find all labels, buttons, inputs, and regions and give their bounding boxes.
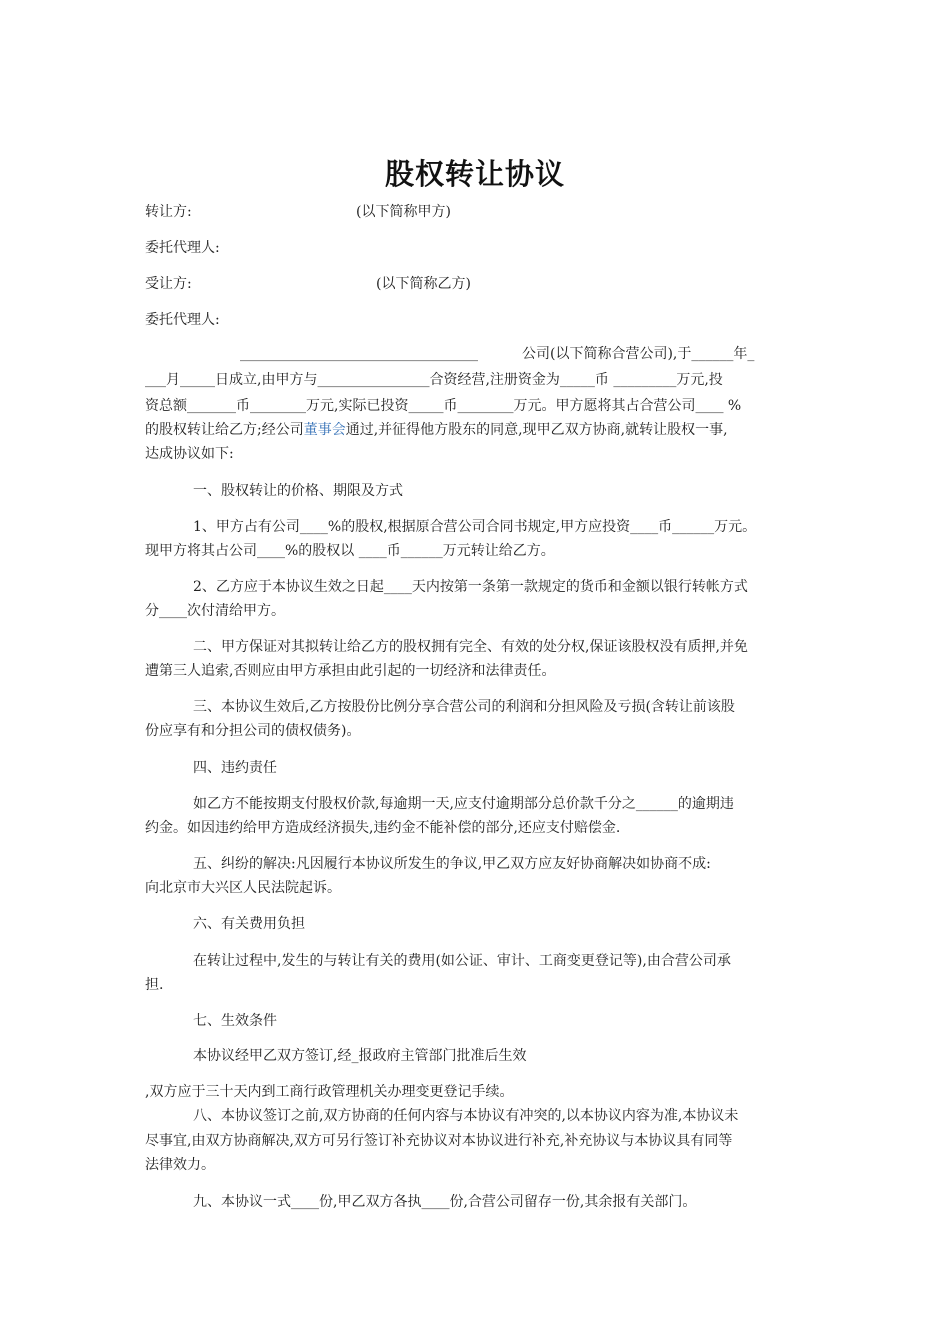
section-4-line-1: 如乙方不能按期支付股权价款,每逾期一天,应支付逾期部分总价款千分之______的逾期违	[193, 796, 734, 812]
section-5-line-1: 五、纠纷的解决:凡因履行本协议所发生的争议,甲乙双方应友好协商解决如协商不成:	[193, 856, 711, 872]
section-2-line-1: 二、甲方保证对其拟转让给乙方的股权拥有完全、有效的处分权,保证该股权没有质押,并免	[193, 639, 748, 655]
section-8-line-2: 尽事宜,由双方协商解决,双方可另行签订补充协议对本协议进行补充,补充协议与本协议具有同等	[145, 1133, 733, 1149]
section-4-line-2: 约金。如因违约给甲方造成经济损失,违约金不能补偿的部分,还应支付赔偿金.	[145, 820, 621, 836]
intro-blank: __________________________________	[240, 346, 478, 362]
document-title: 股权转让协议	[384, 157, 565, 191]
section-2-line-2: 遭第三人追索,否则应由甲方承担由此引起的一切经济和法律责任。	[145, 663, 556, 679]
section-8-line-1: 八、本协议签订之前,双方协商的任何内容与本协议有冲突的,以本协议内容为准,本协议未	[193, 1108, 739, 1124]
section-8-line-3: 法律效力。	[145, 1157, 215, 1173]
intro-line-5: 达成协议如下:	[145, 446, 234, 462]
intro-line-4b: 通过,并征得他方股东的同意,现甲乙双方协商,就转让股权一事,	[345, 422, 728, 438]
section-3-line-1: 三、本协议生效后,乙方按股份比例分享合营公司的利润和分担风险及亏损(含转让前该股	[193, 699, 735, 715]
intro-line-4a: 的股权转让给乙方;经公司	[145, 422, 304, 438]
transferee-label: 受让方:	[145, 276, 192, 292]
agent2-label: 委托代理人:	[145, 312, 220, 328]
section-6-line-2: 担.	[145, 977, 164, 993]
section-7-line-1: 本协议经甲乙双方签订,经_报政府主管部门批准后生效	[193, 1048, 527, 1064]
transferor-label: 转让方:	[145, 204, 192, 220]
section-9-line-1: 九、本协议一式____份,甲乙双方各执____份,合营公司留存一份,其余报有关部门。	[193, 1194, 697, 1210]
intro-line-3: 资总额_______币________万元,实际已投资_____币________万元。甲方愿将其占合营公司____ %	[145, 398, 742, 414]
board-link[interactable]: 董事会	[303, 422, 346, 438]
section-1-p1-line-2: 现甲方将其占公司____%的股权以 ____币______万元转让给乙方。	[145, 543, 555, 559]
section-6-line-1: 在转让过程中,发生的与转让有关的费用(如公证、审计、工商变更登记等),由合营公司承	[193, 953, 731, 969]
section-6-heading: 六、有关费用负担	[193, 916, 305, 932]
section-1-heading: 一、股权转让的价格、期限及方式	[193, 483, 403, 499]
intro-line-2: ___月_____日成立,由甲方与________________合资经营,注册资金为_____币 _________万元,投	[145, 372, 723, 388]
intro-line-1: 公司(以下简称合营公司),于______年_	[522, 346, 755, 362]
transferor-note: (以下简称甲方)	[356, 204, 451, 220]
section-5-line-2: 向北京市大兴区人民法院起诉。	[145, 880, 341, 896]
agent1-label: 委托代理人:	[145, 240, 220, 256]
section-3-line-2: 份应享有和分担公司的债权债务)。	[145, 723, 361, 739]
section-1-p2-line-2: 分____次付清给甲方。	[145, 603, 285, 619]
section-1-p2-line-1: 2、乙方应于本协议生效之日起____天内按第一条第一款规定的货币和金额以银行转帐方式	[193, 579, 748, 595]
section-7-heading: 七、生效条件	[193, 1013, 277, 1029]
section-4-heading: 四、违约责任	[193, 760, 277, 776]
section-1-p1-line-1: 1、甲方占有公司____%的股权,根据原合营公司合同书规定,甲方应投资____币______万元。	[193, 519, 757, 535]
section-7-line-2: ,双方应于三十天内到工商行政管理机关办理变更登记手续。	[145, 1084, 514, 1100]
intro-line-4	[145, 420, 728, 440]
transferee-note: (以下简称乙方)	[376, 276, 471, 292]
